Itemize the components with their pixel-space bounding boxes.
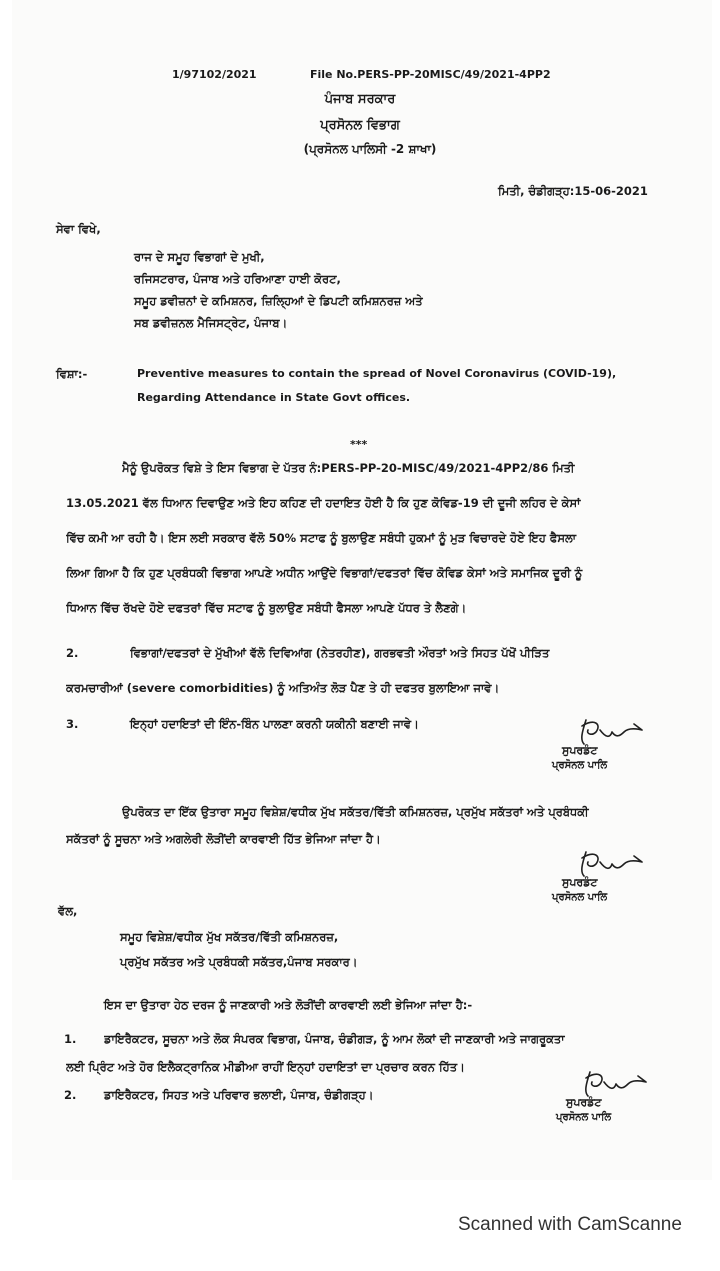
- signature-title: ਸੁਪਰਡੰਟ: [562, 744, 598, 757]
- point-2-line-2: ਕਰਮਚਾਰੀਆਂ (severe comorbidities) ਨੂੰ ਅਤਿਅੰਤ ਲੋੜ ਪੈਣ ਤੇ ਹੀ ਦਫਤਰ ਬੁਲਾਇਆ ਜਾਵੇ।: [66, 681, 500, 695]
- endorsement-number: 1.: [64, 1032, 77, 1046]
- addressee-line: ਸਬ ਡਵੀਜ਼ਨਲ ਮੈਜਿਸਟ੍ਰੇਟ, ਪੰਜਾਬ।: [134, 316, 288, 330]
- point-3-line: ਇਨ੍ਹਾਂ ਹਦਾਇਤਾਂ ਦੀ ਇੰਨ-ਬਿੰਨ ਪਾਲਣਾ ਕਰਨੀ ਯਕੀਨੀ ਬਣਾਈ ਜਾਵੇ।: [130, 717, 419, 731]
- file-number: File No.PERS-PP-20MISC/49/2021-4PP2: [310, 68, 551, 81]
- signature-title: ਸੁਪਰਡੰਟ: [566, 1096, 602, 1109]
- signature-subtitle: ਪ੍ਰਸੋਨਲ ਪਾਲਿ: [552, 760, 608, 771]
- point-number: 2.: [66, 646, 79, 660]
- addressee-line: ਰਜਿਸਟਰਾਰ, ਪੰਜਾਬ ਅਤੇ ਹਰਿਆਣਾ ਹਾਈ ਕੋਰਟ,: [134, 272, 341, 286]
- copy-line-1: ਉਪਰੋਕਤ ਦਾ ਇੱਕ ਉਤਾਰਾ ਸਮੂਹ ਵਿਸ਼ੇਸ਼/ਵਧੀਕ ਮੁੱਖ ਸਕੱਤਰ/ਵਿੱਤੀ ਕਮਿਸ਼ਨਰਜ਼, ਪ੍ਰਮੁੱਖ ਸਕੱਤਰਾਂ ਅਤੇ ਪ੍ਰਬੰਧਕੀ: [122, 805, 589, 819]
- body-line: 13.05.2021 ਵੱਲ ਧਿਆਨ ਦਿਵਾਉਣ ਅਤੇ ਇਹ ਕਹਿਣ ਦੀ ਹਦਾਇਤ ਹੋਈ ਹੈ ਕਿ ਹੁਣ ਕੋਵਿਡ-19 ਦੀ ਦੂਜੀ ਲਹਿਰ ਦੇ ਕੇਸਾਂ: [66, 496, 581, 510]
- superintendent-signature: [550, 1066, 660, 1138]
- separator-stars: ***: [350, 438, 368, 451]
- subject-line-1: Preventive measures to contain the spread of Novel Coronavirus (COVID-19),: [137, 367, 617, 380]
- body-line: ਲਿਆ ਗਿਆ ਹੈ ਕਿ ਹੁਣ ਪ੍ਰਬੰਧਕੀ ਵਿਭਾਗ ਆਪਣੇ ਅਧੀਨ ਆਉਂਦੇ ਵਿਭਾਗਾਂ/ਦਫਤਰਾਂ ਵਿੱਚ ਕੋਵਿਡ ਕੇਸਾਂ ਅਤੇ ਸਮਾਜਿਕ ਦੂਰੀ ਨੂੰ: [66, 566, 583, 580]
- subject-label: ਵਿਸ਼ਾ:-: [56, 367, 88, 381]
- signature-subtitle: ਪ੍ਰਸੋਨਲ ਪਾਲਿ: [556, 1112, 612, 1123]
- salutation: ਸੇਵਾ ਵਿਖੇ,: [56, 222, 101, 236]
- signature-title: ਸੁਪਰਡੰਟ: [562, 876, 598, 889]
- letter-date: ਮਿਤੀ, ਚੰਡੀਗੜ੍ਹ:15-06-2021: [498, 184, 648, 198]
- body-line: ਮੈਨੂੰ ਉਪਰੋਕਤ ਵਿਸ਼ੇ ਤੇ ਇਸ ਵਿਭਾਗ ਦੇ ਪੱਤਰ ਨੰ:PERS-PP-20-MISC/49/2021-4PP2/86 ਮਿਤੀ: [122, 461, 575, 475]
- branch-name: (ਪ੍ਰਸੋਨਲ ਪਾਲਿਸੀ -2 ਸ਼ਾਖਾ): [303, 142, 437, 156]
- to-line-2: ਪ੍ਰਮੁੱਖ ਸਕੱਤਰ ਅਤੇ ਪ੍ਰਬੰਧਕੀ ਸਕੱਤਰ,ਪੰਜਾਬ ਸਰਕਾਰ।: [120, 955, 358, 969]
- addressee-line: ਰਾਜ ਦੇ ਸਮੂਹ ਵਿਭਾਗਾਂ ਦੇ ਮੁਖੀ,: [134, 250, 265, 264]
- superintendent-signature: [546, 714, 656, 786]
- department-name: ਪ੍ਰਸੋਨਲ ਵਿਭਾਗ: [320, 118, 400, 133]
- body-line: ਵਿੱਚ ਕਮੀ ਆ ਰਹੀ ਹੈ। ਇਸ ਲਈ ਸਰਕਾਰ ਵੱਲੋ 50% ਸਟਾਫ ਨੂੰ ਬੁਲਾਉਣ ਸਬੰਧੀ ਹੁਕਮਾਂ ਨੂੰ ਮੁੜ ਵਿਚਾਰਦੇ ਹੋਏ ਇਹ ਫੈਸਲਾ: [66, 531, 577, 545]
- endorsement-number: 2.: [64, 1088, 77, 1102]
- superintendent-signature: [546, 846, 656, 918]
- endorsement-item-1-line-1: ਡਾਇਰੈਕਟਰ, ਸੂਚਨਾ ਅਤੇ ਲੋਕ ਸੰਪਰਕ ਵਿਭਾਗ, ਪੰਜਾਬ, ਚੰਡੀਗੜ, ਨੂੰ ਆਮ ਲੋਕਾਂ ਦੀ ਜਾਣਕਾਰੀ ਅਤੇ ਜਾਗਰੂਕਤਾ: [104, 1032, 565, 1046]
- endorsement-item-2-line-1: ਡਾਇਰੈਕਟਰ, ਸਿਹਤ ਅਤੇ ਪਰਿਵਾਰ ਭਲਾਈ, ਪੰਜਾਬ, ਚੰਡੀਗੜ੍ਹ।: [104, 1088, 374, 1102]
- point-number: 3.: [66, 717, 79, 731]
- addressee-line: ਸਮੂਹ ਡਵੀਜ਼ਨਾਂ ਦੇ ਕਮਿਸ਼ਨਰ, ਜ਼ਿਲ੍ਹਿਆਂ ਦੇ ਡਿਪਟੀ ਕਮਿਸ਼ਨਰਜ਼ ਅਤੇ: [134, 294, 423, 308]
- reference-number: 1/97102/2021: [172, 68, 257, 81]
- body-line: ਧਿਆਨ ਵਿੱਚ ਰੱਖਦੇ ਹੋਏ ਦਫਤਰਾਂ ਵਿੱਚ ਸਟਾਫ ਨੂੰ ਬੁਲਾਉਣ ਸਬੰਧੀ ਫੈਸਲਾ ਆਪਣੇ ਪੱਧਰ ਤੇ ਲੈਣਗੇ।: [66, 601, 467, 615]
- endorsement-item-1-line-2: ਲਈ ਪ੍ਰਿੰਟ ਅਤੇ ਹੋਰ ਇਲੈਕਟ੍ਰਾਨਿਕ ਮੀਡੀਆ ਰਾਹੀਂ ਇਨ੍ਹਾਂ ਹਦਾਇਤਾਂ ਦਾ ਪ੍ਰਚਾਰ ਕਰਨ ਹਿੱਤ।: [66, 1060, 465, 1074]
- to-label: ਵੱਲ,: [58, 904, 78, 918]
- endorsement-intro: ਇਸ ਦਾ ਉਤਾਰਾ ਹੇਠ ਦਰਜ ਨੂੰ ਜਾਣਕਾਰੀ ਅਤੇ ਲੋੜੀਂਦੀ ਕਾਰਵਾਈ ਲਈ ਭੇਜਿਆ ਜਾਂਦਾ ਹੈ:-: [104, 998, 473, 1012]
- camscanner-watermark: Scanned with CamScanne: [458, 1214, 682, 1235]
- government-name: ਪੰਜਾਬ ਸਰਕਾਰ: [324, 92, 396, 107]
- point-2-line-1: ਵਿਭਾਗਾਂ/ਦਫਤਰਾਂ ਦੇ ਮੁੱਖੀਆਂ ਵੱਲੋ ਦਿਵਿਆਂਗ (ਨੇਤਰਹੀਣ), ਗਰਭਵਤੀ ਔਰਤਾਂ ਅਤੇ ਸਿਹਤ ਪੱਖੋਂ ਪੀੜਿਤ: [130, 646, 550, 660]
- subject-line-2: Regarding Attendance in State Govt offices.: [137, 391, 411, 404]
- copy-line-2: ਸਕੱਤਰਾਂ ਨੂੰ ਸੂਚਨਾ ਅਤੇ ਅਗਲੇਰੀ ਲੋੜੀਂਦੀ ਕਾਰਵਾਈ ਹਿੱਤ ਭੇਜਿਆ ਜਾਂਦਾ ਹੈ।: [66, 832, 381, 846]
- signature-subtitle: ਪ੍ਰਸੋਨਲ ਪਾਲਿ: [552, 892, 608, 903]
- to-line-1: ਸਮੂਹ ਵਿਸ਼ੇਸ਼/ਵਧੀਕ ਮੁੱਖ ਸਕੱਤਰ/ਵਿੱਤੀ ਕਮਿਸ਼ਨਰਜ਼,: [120, 930, 339, 944]
